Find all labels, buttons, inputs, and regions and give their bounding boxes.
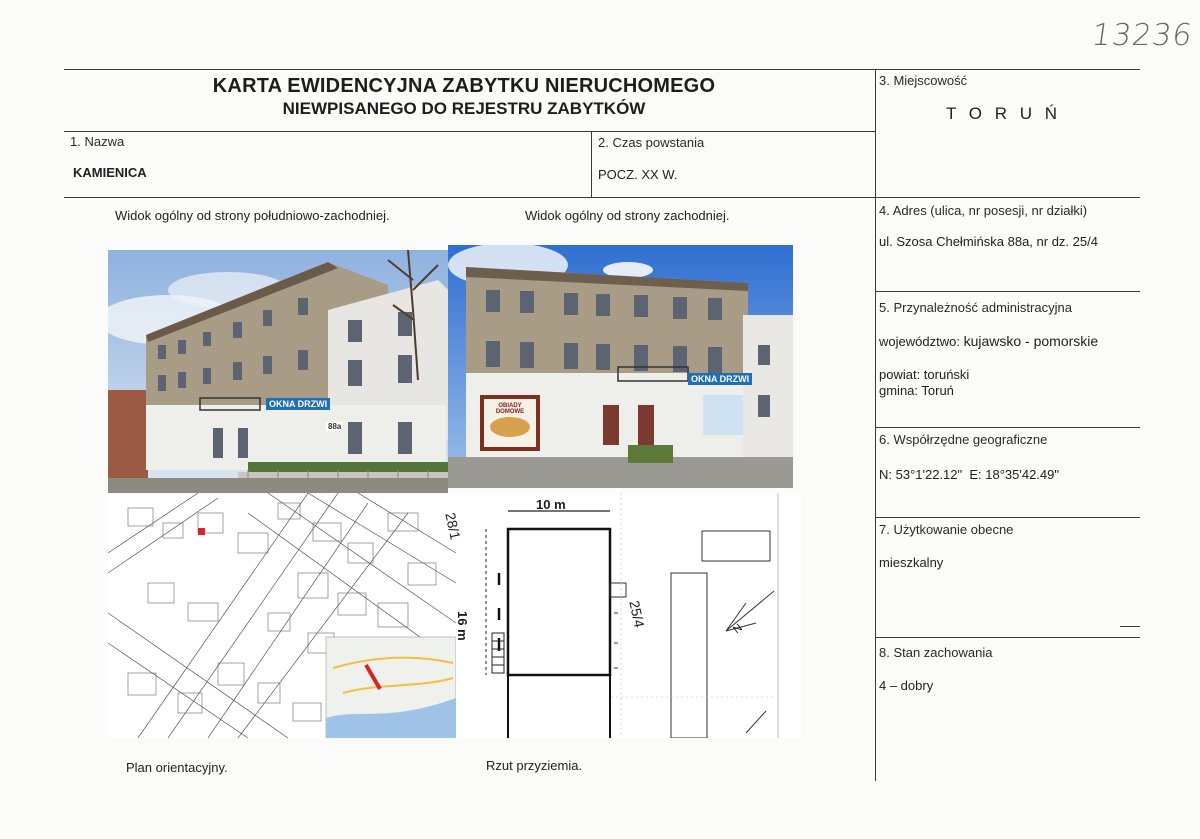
document-title: KARTA EWIDENCYJNA ZABYTKU NIERUCHOMEGO <box>212 75 716 97</box>
photo2-caption: Widok ogólny od strony zachodniej. <box>525 208 730 223</box>
divider-5-6 <box>876 427 1140 428</box>
right-column-border <box>875 69 876 781</box>
orientation-map-svg <box>108 493 456 738</box>
parcel-25-label: 25/4 <box>626 599 648 629</box>
title-divider <box>64 131 876 132</box>
plan-caption: Plan orientacyjny. <box>126 760 228 775</box>
czas-label: 2. Czas powstania <box>598 135 705 150</box>
photo-west-view <box>448 245 793 488</box>
small-mark <box>1120 626 1140 627</box>
building-outline <box>508 529 610 675</box>
photo1-caption: Widok ogólny od strony południowo-zachodniej. <box>115 208 390 223</box>
top-border <box>64 69 1140 70</box>
miejscowosc-value: T O R U Ń <box>946 104 1062 123</box>
name-date-divider <box>591 131 592 197</box>
photo-southwest-svg <box>108 250 448 495</box>
stan-value: 4 – dobry <box>879 678 934 693</box>
okna-drzwi-sign-2: OKNA DRZWI <box>688 373 752 385</box>
document-subtitle: NIEWPISANEGO DO REJESTRU ZABYTKÓW <box>282 99 646 118</box>
north-label: N <box>731 621 745 637</box>
przynaleznosc-label: 5. Przynależność administracyjna <box>879 300 1072 315</box>
uzytkowanie-label: 7. Użytkowanie obecne <box>879 522 1014 537</box>
miejscowosc-label: 3. Miejscowość <box>879 73 968 88</box>
wspolrzedne-label: 6. Współrzędne geograficzne <box>879 432 1048 447</box>
width-dimension-label: 10 m <box>536 497 566 512</box>
nazwa-value: KAMIENICA <box>73 165 147 180</box>
wojewodztwo-line <box>879 333 1098 349</box>
stan-label: 8. Stan zachowania <box>879 645 993 660</box>
adres-label: 4. Adres (ulica, nr posesji, nr działki) <box>879 203 1088 218</box>
wojewodztwo-key: województwo: <box>879 334 960 349</box>
czas-value: POCZ. XX W. <box>598 167 678 182</box>
nazwa-label: 1. Nazwa <box>70 134 125 149</box>
height-dimension-label: 16 m <box>455 611 470 641</box>
fields-divider <box>64 197 1140 198</box>
adres-value: ul. Szosa Chełmińska 88a, nr dz. 25/4 <box>879 234 1098 249</box>
obiady-sign: OBIADY DOMOWE <box>495 403 525 415</box>
ground-floor-plan <box>442 493 801 738</box>
uzytkowanie-value: mieszkalny <box>879 555 944 570</box>
powiat-value: powiat: toruński <box>879 367 970 382</box>
gmina-value: gmina: Toruń <box>879 383 954 398</box>
wspolrzedne-value: N: 53°1'22.12" E: 18°35'42.49" <box>879 467 1059 482</box>
parcel-28-label: 28/1 <box>442 511 464 541</box>
wojewodztwo-value: kujawsko - pomorskie <box>963 333 1099 349</box>
photo-west-svg <box>448 245 793 488</box>
orientation-map <box>108 493 456 738</box>
handwritten-number: 13236 <box>1089 18 1195 53</box>
divider-4-5 <box>876 291 1140 292</box>
okna-drzwi-sign: OKNA DRZWI <box>266 398 330 410</box>
photo-southwest-view <box>108 250 448 495</box>
divider-7-8 <box>876 637 1140 638</box>
building-number-sign: 88a <box>328 422 342 431</box>
rzut-caption: Rzut przyziemia. <box>486 758 583 773</box>
divider-6-7 <box>876 517 1140 518</box>
